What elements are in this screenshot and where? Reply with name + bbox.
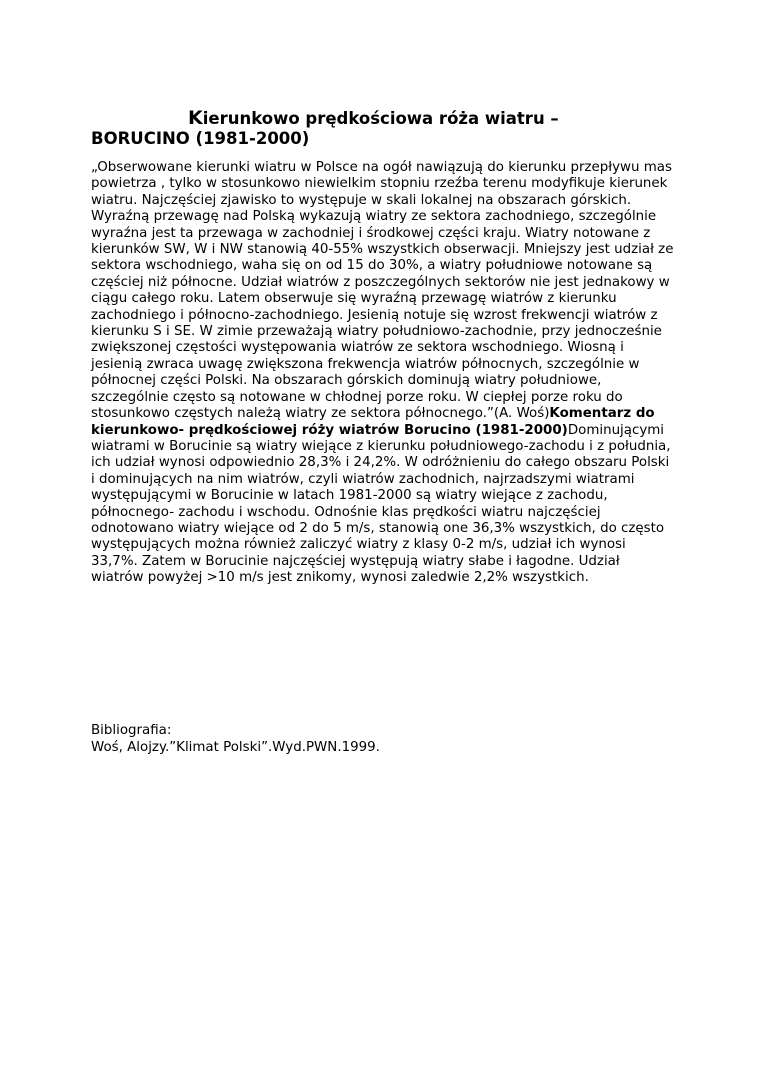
title-first-letter: K bbox=[188, 107, 203, 129]
bibliography-heading: Bibliografia: bbox=[91, 723, 172, 738]
bibliography bbox=[91, 722, 676, 756]
quote-text: „Obserwowane kierunki wiatru w Polsce na ogół nawiązują do kierunku przepływu mas powietrza , tylko w stosunkowo niewielkim stopniu rzeźba terenu modyfikuje kierunek wiatru. Najczęściej zjawisko to występuje w skali lokalnej na obszarach górskich. Wyraźną przewagę nad Polską wykazują wiatry ze sektora zachodniego, szczególnie wyraźna jest ta przewaga w zachodniej i środkowej części kraju. Wiatry notowane z kierunków SW, W i NW stanowią 40-55% wszystkich obserwacji. Mniejszy jest udział ze sektora wschodniego, waha się on od 15 do 30%, a wiatry południowe notowane są częściej niż północne. Udział wiatrów z poszczególnych sektorów nie jest jednakowy w ciągu całego roku. Latem obserwuje się wyraźną przewagę wiatrów z kierunku zachodniego i północno-zachodniego. Jesienią notuje się wzrost frekwencji wiatrów z kierunku S i SE. W zimie przeważają wiatry południowo-zachodnie, przy jednocześnie zwiększonej częstości występowania wiatrów ze sektora wschodniego. Wiosną i jesienią zwraca uwagę zwiększona frekwencja wiatrów północnych, szczególnie w północnej części Polski. Na obszarach górskich dominują wiatry południowe, szczególnie często są notowane w chłodnej porze roku. W ciepłej porze roku do stosunkowo częstych należą wiatry ze sektora północnego.”(A. Woś) bbox=[91, 160, 674, 422]
document-title bbox=[91, 108, 681, 149]
body-paragraph bbox=[91, 160, 676, 587]
title-line-1: ierunkowo prędkościowa róża wiatru – bbox=[202, 109, 559, 128]
title-line-2: BORUCINO (1981-2000) bbox=[91, 129, 310, 148]
comment-text: Dominującymi wiatrami w Borucinie są wiatry wiejące z kierunku południowego-zachodu i z południa, ich udział wynosi odpowiednio 28,3% i 24,2%. W odróżnieniu do całego obszaru Polski i dominujących na nim wiatrów, czyli wiatrów zachodnich, najrzadszymi wiatrami występującymi w Borucinie w latach 1981-2000 są wiatry wiejące z zachodu, północnego- zachodu i wschodu. Odnośnie klas prędkości wiatru najczęściej odnotowano wiatry wiejące od 2 do 5 m/s, stanowią one 36,3% wszystkich, do często występujących można również zaliczyć wiatry z klasy 0-2 m/s, udział ich wynosi 33,7%. Zatem w Borucinie najczęściej występują wiatry słabe i łagodne. Udział wiatrów powyżej >10 m/s jest znikomy, wynosi zaledwie 2,2% wszystkich. bbox=[91, 422, 671, 586]
comment-heading: Komentarz do kierunkowo- prędkościowej róży wiatrów Borucino (1981-2000) bbox=[91, 406, 655, 438]
bibliography-entry: Woś, Alojzy.”Klimat Polski”.Wyd.PWN.1999. bbox=[91, 740, 380, 755]
